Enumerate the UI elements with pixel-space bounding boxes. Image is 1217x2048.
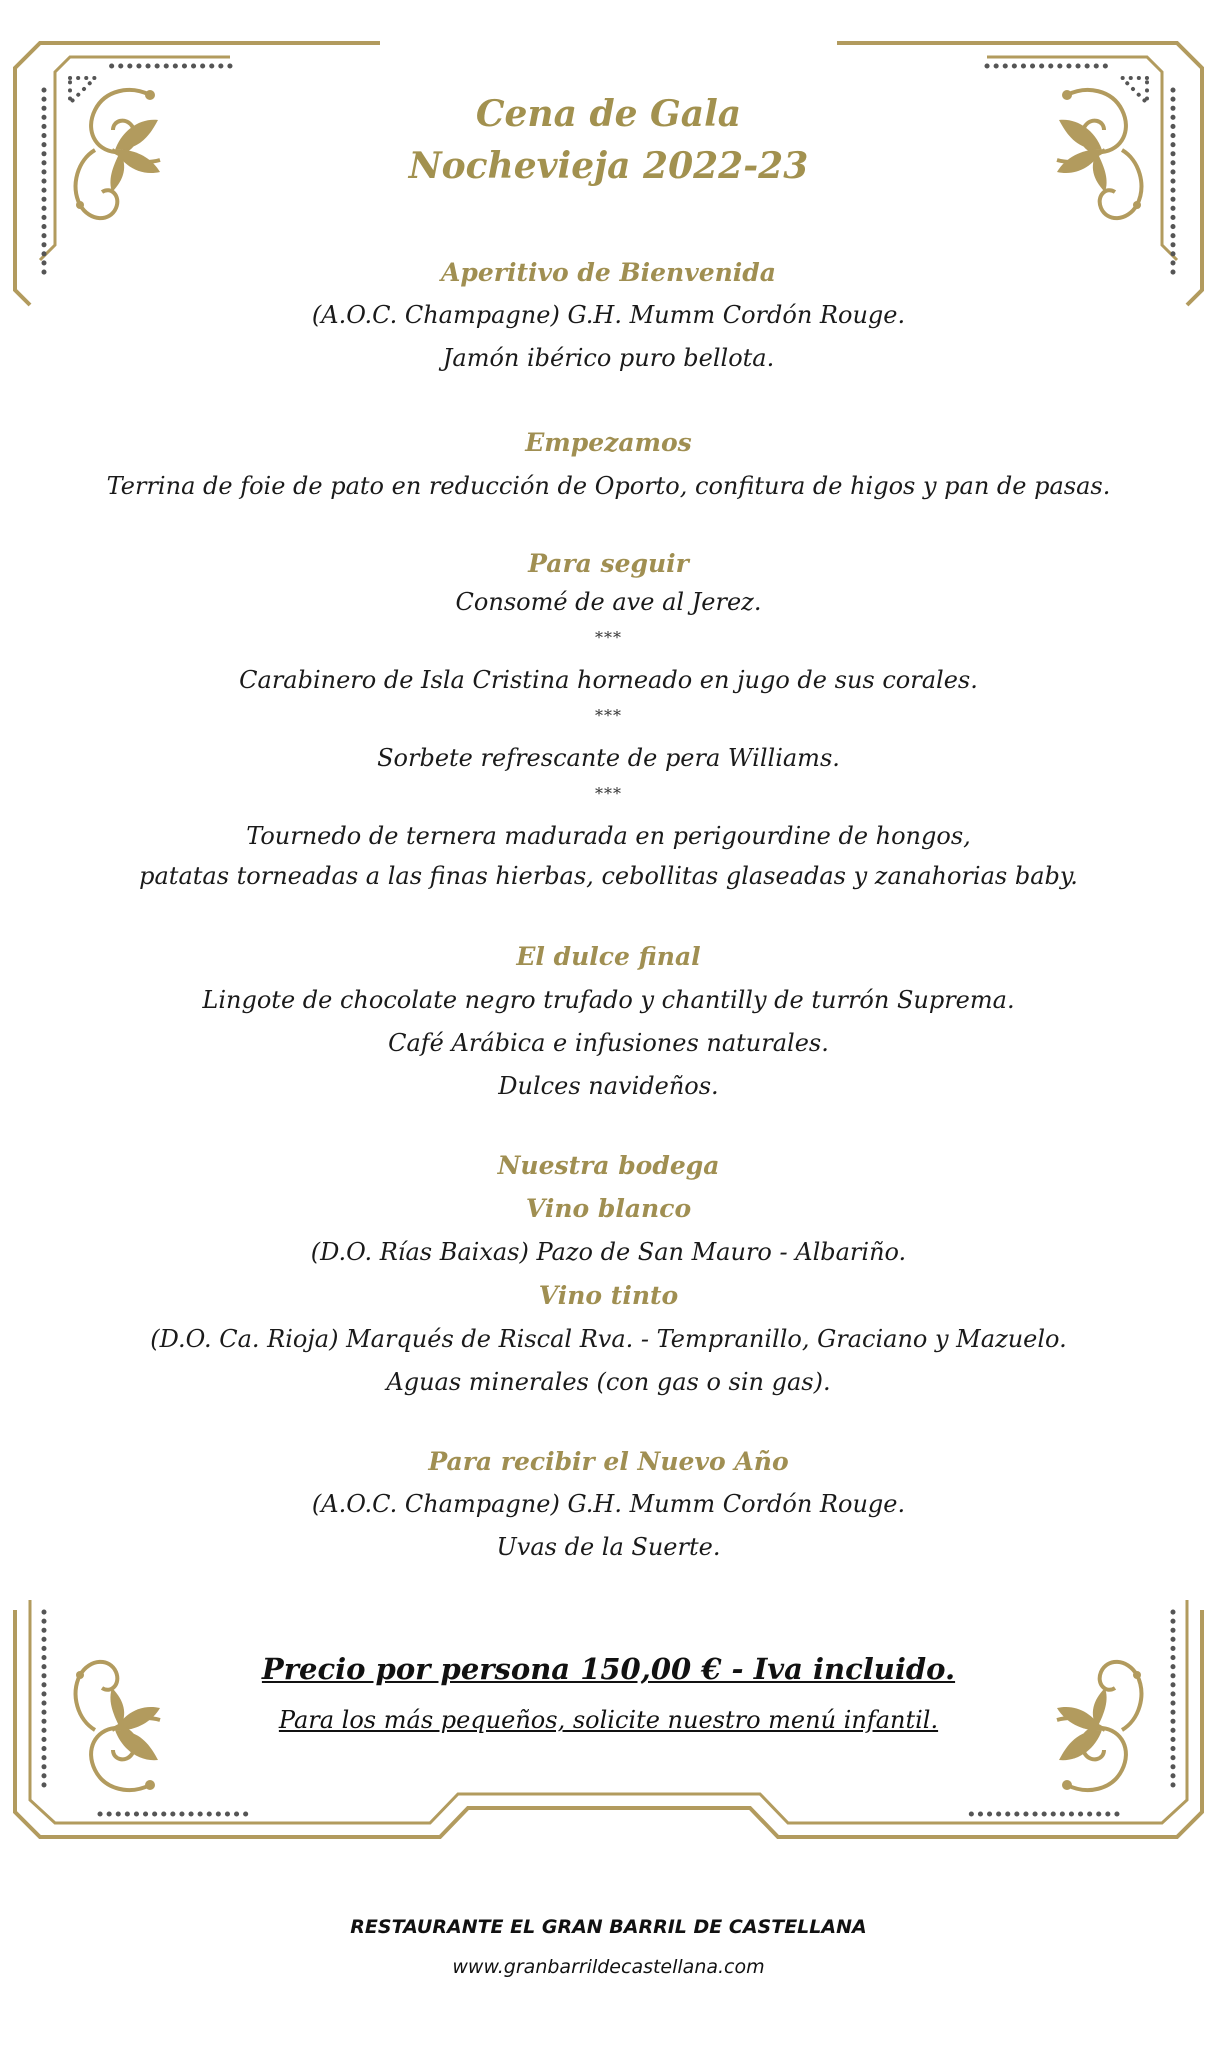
separator-stars: *** [595, 706, 622, 725]
subheading-vino-tinto: Vino tinto [538, 1281, 679, 1310]
nuevo-anio-item: Uvas de la Suerte. [496, 1533, 721, 1561]
empezamos-item: Terrina de foie de pato en reducción de Oporto, confitura de higos y pan de pasas. [106, 472, 1111, 500]
vino-tinto-item: (D.O. Ca. Rioja) Marqués de Riscal Rva. - Tempranillo, Graciano y Mazuelo. [150, 1325, 1067, 1353]
para-seguir-item: patatas torneadas a las finas hierbas, cebollitas glaseadas y zanahorias baby. [139, 862, 1078, 890]
infant-menu-note: Para los más pequeños, solicite nuestro menú infantil. [278, 1706, 939, 1734]
dulce-item: Lingote de chocolate negro trufado y chantilly de turrón Suprema. [202, 986, 1015, 1014]
section-heading-dulce: El dulce final [516, 942, 701, 971]
separator-stars: *** [595, 784, 622, 803]
dulce-item: Dulces navideños. [498, 1072, 719, 1100]
aperitivo-item: Jamón ibérico puro bellota. [442, 344, 775, 372]
separator-stars: *** [595, 628, 622, 647]
dulce-item: Café Arábica e infusiones naturales. [388, 1029, 829, 1057]
vino-blanco-item: (D.O. Rías Baixas) Pazo de San Mauro - Albariño. [310, 1238, 907, 1266]
title-line-2: Nochevieja 2022-23 [408, 145, 809, 187]
para-seguir-item: Carabinero de Isla Cristina horneado en jugo de sus corales. [239, 666, 978, 694]
aperitivo-item: (A.O.C. Champagne) G.H. Mumm Cordón Rouge. [311, 301, 906, 329]
section-heading-bodega: Nuestra bodega [497, 1151, 720, 1180]
menu-title [0, 88, 1217, 192]
nuevo-anio-item: (A.O.C. Champagne) G.H. Mumm Cordón Rouge. [311, 1490, 906, 1518]
website-link[interactable]: www.granbarrildecastellana.com [452, 1956, 765, 1978]
aguas-item: Aguas minerales (con gas o sin gas). [386, 1368, 831, 1396]
subheading-vino-blanco: Vino blanco [525, 1194, 692, 1223]
price-per-person: Precio por persona 150,00 € - Iva incluido. [261, 1652, 956, 1686]
para-seguir-item: Tournedo de ternera madurada en perigourdine de hongos, [246, 822, 971, 850]
section-heading-aperitivo: Aperitivo de Bienvenida [441, 258, 776, 287]
para-seguir-item: Consomé de ave al Jerez. [455, 588, 762, 616]
section-heading-para-seguir: Para seguir [528, 549, 689, 578]
section-heading-empezamos: Empezamos [525, 428, 692, 457]
section-heading-nuevo-anio: Para recibir el Nuevo Año [428, 1447, 789, 1476]
title-line-1: Cena de Gala [475, 93, 742, 135]
para-seguir-item: Sorbete refrescante de pera Williams. [377, 744, 840, 772]
restaurant-name: RESTAURANTE EL GRAN BARRIL DE CASTELLANA [350, 1916, 867, 1938]
